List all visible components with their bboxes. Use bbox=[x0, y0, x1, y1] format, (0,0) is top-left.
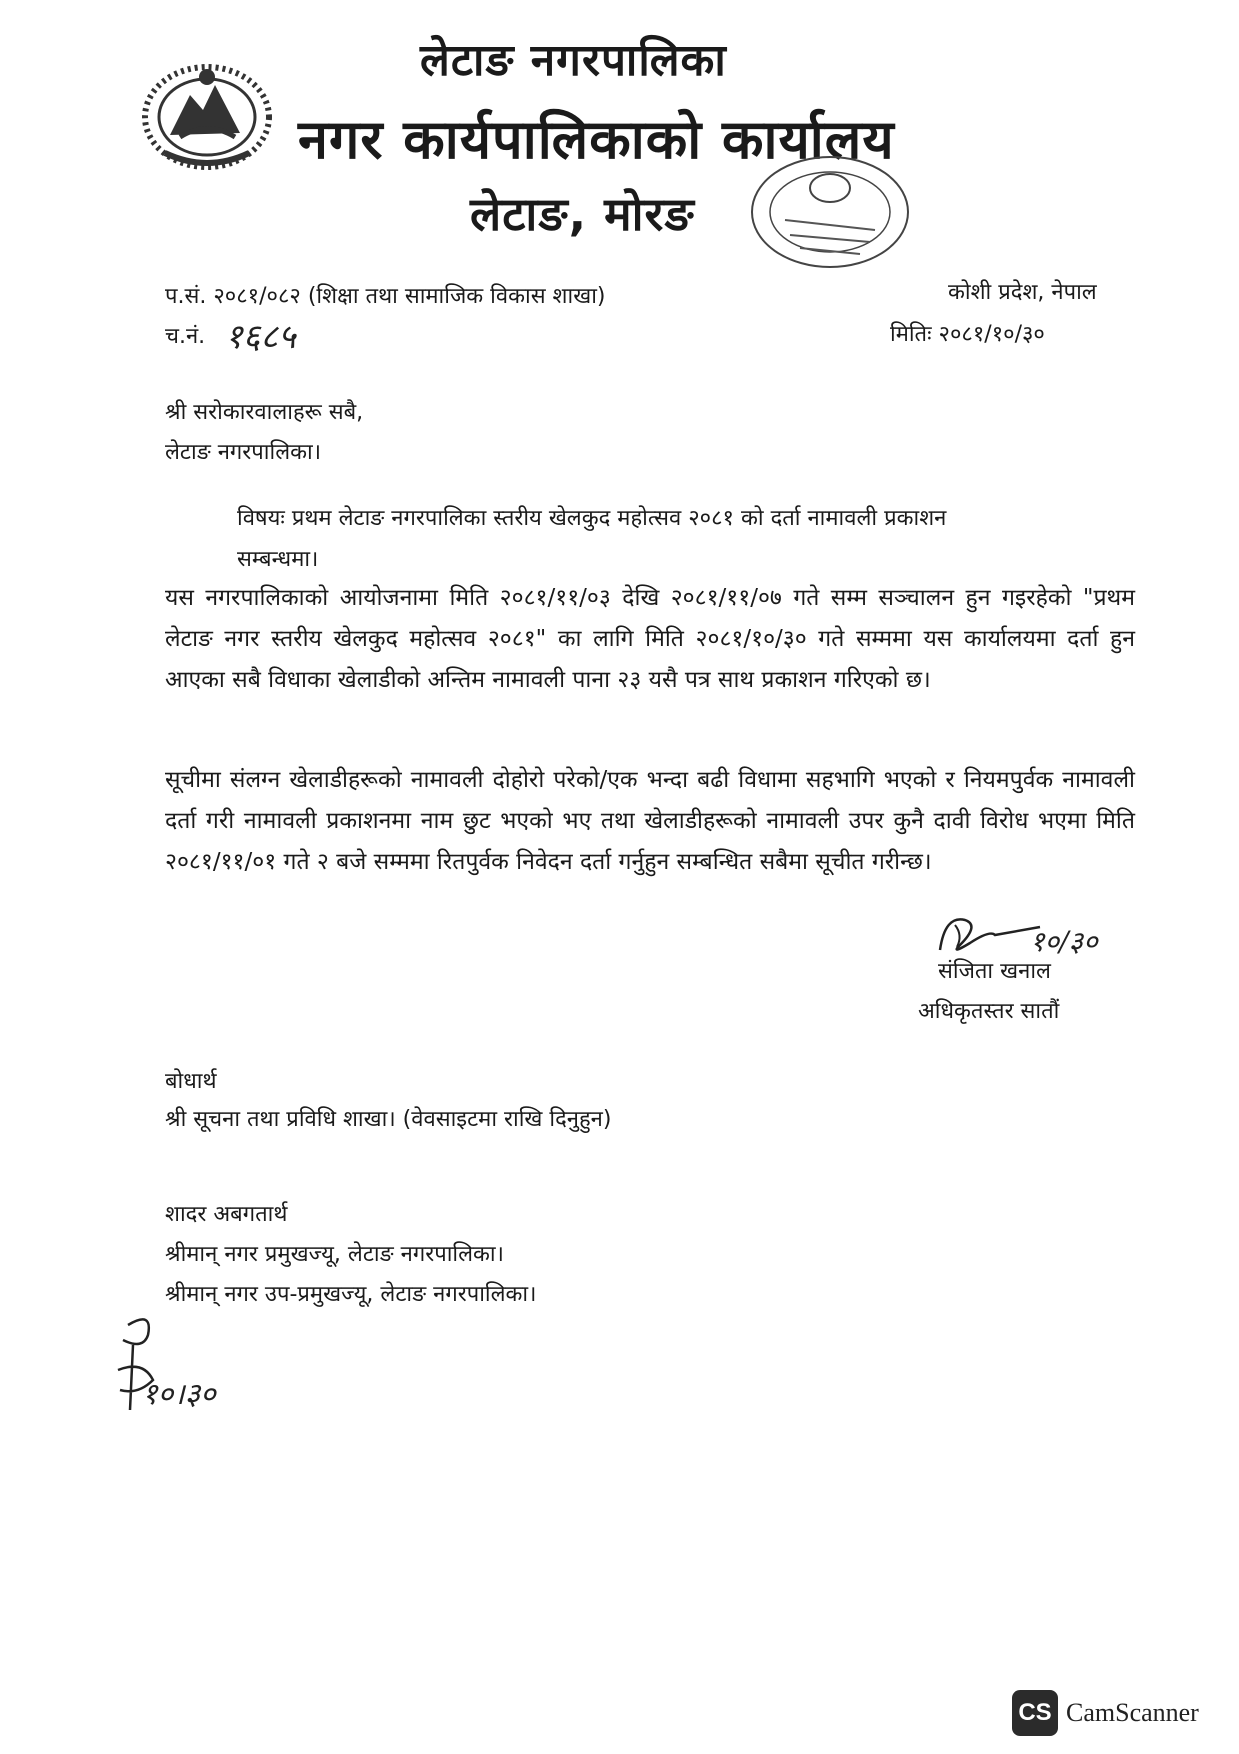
initial-date: १०।३० bbox=[142, 1377, 216, 1412]
cc-for-action-line: श्री सूचना तथा प्रविधि शाखा। (वेवसाइटमा राखि दिनुहुन) bbox=[165, 1107, 612, 1132]
dispatch-label: च.नं. bbox=[165, 324, 206, 349]
subject-line-2: सम्बन्धमा। bbox=[237, 547, 319, 572]
office-stamp-icon bbox=[745, 150, 915, 275]
signatory-designation: अधिकृतस्तर सातौं bbox=[918, 999, 1060, 1024]
subject-line-1: विषयः प्रथम लेटाङ नगरपालिका स्तरीय खेलकुद महोत्सव २०८१ को दर्ता नामावली प्रकाशन bbox=[237, 506, 947, 531]
cc-for-info-title: शादर अबगतार्थ bbox=[165, 1202, 288, 1227]
camscanner-logo-icon: CS bbox=[1012, 1690, 1058, 1736]
body-paragraph-1: यस नगरपालिकाको आयोजनामा मिति २०८१/११/०३ देखि २०८१/११/०७ गते सम्म सञ्चालन हुन गइरहेको "प्रथम लेटाङ नगर स्तरीय खेलकुद महोत्सव २०८१" का लागि मिति २०८१/१०/३० गते सम्ममा यस कार्यालयमा दर्ता हुन आएका सबै विधाका खेलाडीको अन्तिम नामावली पाना २३ यसै पत्र साथ प्रकाशन गरिएको छ। bbox=[165, 585, 1135, 693]
cc-for-info-line-1: श्रीमान् नगर प्रमुखज्यू, लेटाङ नगरपालिका। bbox=[165, 1242, 504, 1267]
signature-date: १०/३० bbox=[1030, 925, 1098, 958]
government-emblem-icon bbox=[135, 55, 280, 175]
letter-reference-number: प.सं. २०८१/०८२ (शिक्षा तथा सामाजिक विकास शाखा) bbox=[165, 284, 606, 309]
office-name: नगर कार्यपालिकाको कार्यालय bbox=[298, 108, 895, 171]
signatory-name: संजिता खनाल bbox=[938, 959, 1051, 984]
letter-date: मितिः २०८१/१०/३० bbox=[890, 322, 1045, 347]
cc-for-action-title: बोधार्थ bbox=[165, 1069, 217, 1094]
dispatch-number-handwritten: १६८५ bbox=[225, 317, 296, 357]
camscanner-brand: CamScanner bbox=[1066, 1698, 1199, 1727]
recipient-line-1: श्री सरोकारवालाहरू सबै, bbox=[165, 400, 364, 425]
office-address: लेटाङ, मोरङ bbox=[470, 187, 695, 241]
municipality-name: लेटाङ नगरपालिका bbox=[420, 35, 727, 86]
body-paragraph-2: सूचीमा संलग्न खेलाडीहरूको नामावली दोहोरो परेको/एक भन्दा बढी विधामा सहभागि भएको र नियमपुर्वक नामावली दर्ता गरी नामावली प्रकाशनमा नाम छुट भएको भए तथा खेलाडीहरूको नामावली उपर कुनै दावी विरोध भएमा मिति २०८१/११/०१ गते २ बजे सम्ममा रितपुर्वक निवेदन दर्ता गर्नुहुन सम्बन्धित सबैमा सूचीत गरीन्छ। bbox=[165, 767, 1135, 875]
cc-for-info-line-2: श्रीमान् नगर उप-प्रमुखज्यू, लेटाङ नगरपालिका। bbox=[165, 1282, 537, 1307]
recipient-line-2: लेटाङ नगरपालिका। bbox=[165, 440, 322, 465]
province-label: कोशी प्रदेश, नेपाल bbox=[948, 280, 1097, 305]
